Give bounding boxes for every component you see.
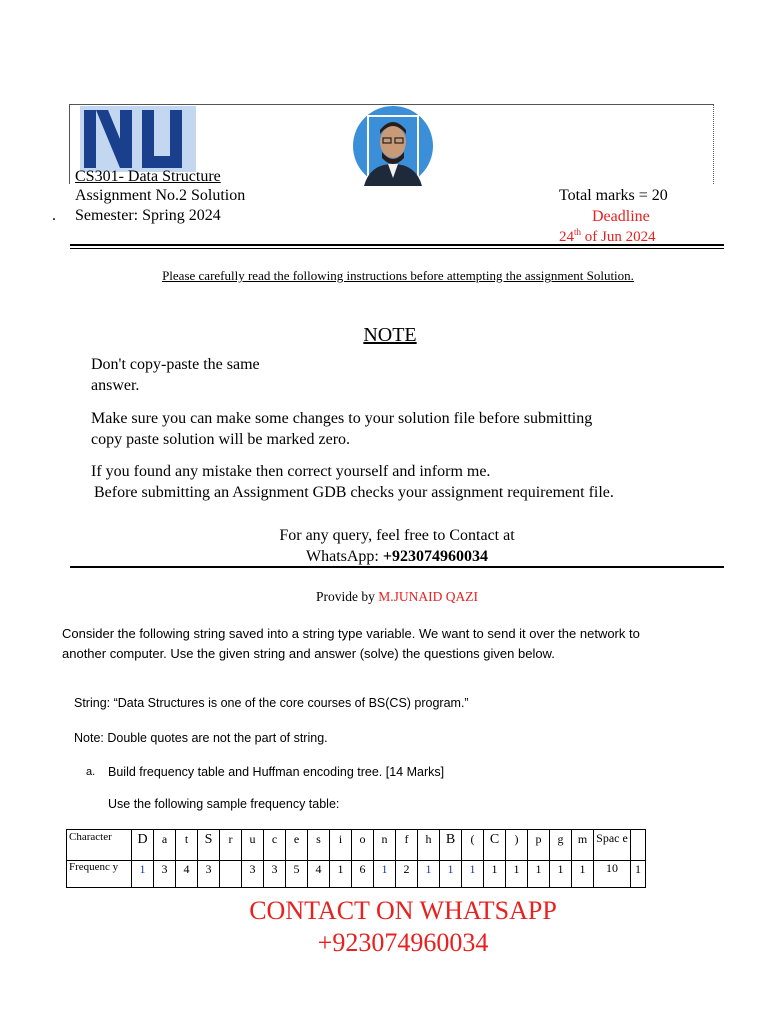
extra-character-cell [631,830,646,861]
frequency-cell: 1 [330,861,352,888]
query-block [70,525,724,567]
character-cell: o [352,830,374,861]
whatsapp-line [70,546,724,567]
frequency-cell: 1 [484,861,506,888]
deadline-day: 24 [559,229,574,245]
frequency-cell: 3 [198,861,220,888]
character-row [67,830,646,861]
bullet-dot: . [52,207,56,224]
character-cell: ( [462,830,484,861]
character-cell: D [132,830,154,861]
frequency-cell: 4 [308,861,330,888]
character-cell: h [418,830,440,861]
frequency-cell: 1 [550,861,572,888]
frequency-cell [220,861,242,888]
frequency-cell: 1 [132,861,154,888]
frequency-cell: 1 [418,861,440,888]
header-frame-right [713,104,714,184]
semester-label: Semester: Spring 2024 [75,207,221,224]
space-frequency-cell: 10 [594,861,631,888]
note-p2-line1: Make sure you can make some changes to your solution file before submitting [91,410,593,427]
character-cell: S [198,830,220,861]
character-cell: t [176,830,198,861]
character-cell: m [572,830,594,861]
course-title: CS301- Data Structure [75,168,221,185]
frequency-cell: 1 [462,861,484,888]
question-intro-line2: another computer. Use the given string and answer (solve) the questions given below. [62,646,555,661]
extra-frequency-cell: 1 [631,861,646,888]
character-cell: r [220,830,242,861]
note-p3-line2: Before submitting an Assignment GDB checks your assignment requirement file. [94,484,614,501]
note-p1-line1: Don't copy-paste the same [91,356,260,373]
sample-table-caption: Use the following sample frequency table: [108,797,340,811]
part-a-marker: a. [86,766,96,778]
provided-by-prefix: Provide by [316,589,379,604]
character-cell: i [330,830,352,861]
character-cell: u [242,830,264,861]
contact-whatsapp-title: CONTACT ON WHATSAPP [249,896,557,925]
frequency-table [66,829,646,888]
character-cell: p [528,830,550,861]
question-intro [62,624,640,664]
frequency-cell: 1 [572,861,594,888]
note-title: NOTE [363,324,417,346]
frequency-row [67,861,646,888]
provided-by-name: M.JUNAID QAZI [378,589,478,604]
frequency-cell: 1 [506,861,528,888]
note-p2-line2: copy paste solution will be marked zero. [91,431,351,448]
character-cell: C [484,830,506,861]
character-cell: ) [506,830,528,861]
part-a-text: Build frequency table and Huffman encoding tree. [14 Marks] [108,765,445,779]
character-cell: g [550,830,572,861]
character-cell: e [286,830,308,861]
deadline-label: Deadline [592,208,650,225]
note-divider [70,566,724,568]
frequency-cell: 3 [242,861,264,888]
note-paragraph-1 [91,354,260,396]
header-frame-left [69,104,70,184]
frequency-cell: 2 [396,861,418,888]
question-intro-line1: Consider the following string saved into a string type variable. We want to send it over the network to [62,626,640,641]
deadline-sup: th [574,227,582,237]
note-paragraph-2 [91,408,592,450]
character-cell: B [440,830,462,861]
character-cell: f [396,830,418,861]
character-cell: n [374,830,396,861]
assignment-title: Assignment No.2 Solution [75,187,246,204]
question-note: Note: Double quotes are not the part of string. [74,731,328,745]
university-logo [80,106,196,172]
frequency-cell: 4 [176,861,198,888]
frequency-cell: 1 [374,861,396,888]
contact-whatsapp-number: +923074960034 [317,928,489,957]
question-string: String: “Data Structures is one of the core courses of BS(CS) program.” [74,696,469,710]
character-cell: c [264,830,286,861]
header-frame-top [69,104,714,105]
query-line: For any query, feel free to Contact at [279,527,515,544]
total-marks: Total marks = 20 [559,187,668,204]
space-character-cell: Spac e [594,830,631,861]
deadline-month-year: of Jun 2024 [581,229,656,245]
character-cell: a [154,830,176,861]
frequency-cell: 6 [352,861,374,888]
character-row-label: Character [67,830,132,861]
frequency-cell: 3 [264,861,286,888]
note-paragraph-3 [91,461,614,503]
frequency-cell: 1 [440,861,462,888]
frequency-cell: 3 [154,861,176,888]
whatsapp-number: +923074960034 [382,548,488,565]
frequency-row-label: Frequenc y [67,861,132,888]
header-divider [70,244,724,249]
provided-by [70,589,724,605]
character-cell: s [308,830,330,861]
whatsapp-prefix: WhatsApp: [306,548,383,565]
author-avatar [350,106,436,186]
frequency-cell: 5 [286,861,308,888]
instructions-line: Please carefully read the following instructions before attempting the assignment Solution. [162,268,634,283]
note-p3-line1: If you found any mistake then correct yourself and inform me. [91,463,491,480]
frequency-cell: 1 [528,861,550,888]
note-p1-line2: answer. [91,377,140,394]
